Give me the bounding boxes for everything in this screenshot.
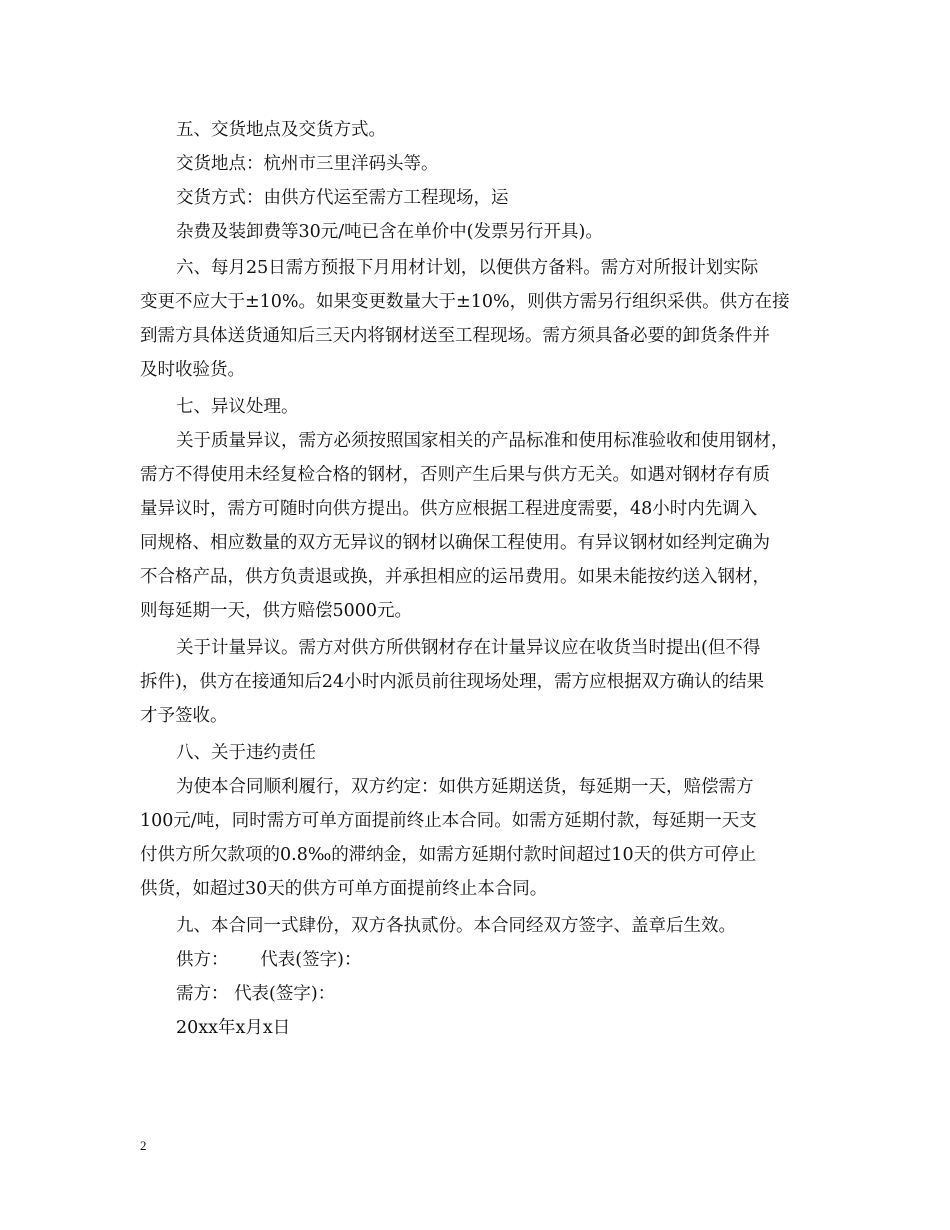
quality-objection-line-1: 关于质量异议，需方必须按照国家相关的产品标准和使用标准验收和使用钢材，	[176, 431, 789, 451]
quality-objection-line-2: 需方不得使用未经复检合格的钢材，否则产生后果与供方无关。如遇对钢材存有质	[140, 465, 770, 485]
breach-line-2: 100元/吨，同时需方可单方面提前终止本合同。如需方延期付款，每延期一天支	[140, 811, 757, 831]
section-6-line-2: 变更不应大于±10%。如果变更数量大于±10%，则供方需另行组织采供。供方在接	[140, 292, 790, 312]
delivery-method: 交货方式：由供方代运至需方工程现场，运	[176, 188, 509, 208]
contract-date: 20xx年x月x日	[176, 1018, 291, 1038]
supplier-signature: 供方： 代表(签字)：	[176, 950, 362, 970]
measurement-objection-line-2: 拆件)，供方在接通知后24小时内派员前往现场处理，需方应根据双方确认的结果	[140, 672, 765, 692]
section-8-heading: 八、关于违约责任	[176, 743, 316, 763]
section-9-text: 九、本合同一式肆份，双方各执贰份。本合同经双方签字、盖章后生效。	[176, 916, 736, 936]
page-number: 2	[140, 1138, 147, 1153]
quality-objection-line-5: 不合格产品，供方负责退或换，并承担相应的运吊费用。如果未能按约送入钢材，	[140, 567, 770, 587]
section-6-line-1: 六、每月25日需方预报下月用材计划，以便供方备料。需方对所报计划实际	[176, 258, 759, 278]
section-6-line-4: 及时收验货。	[140, 360, 245, 380]
quality-objection-line-6: 则每延期一天，供方赔偿5000元。	[140, 601, 413, 621]
section-6-line-3: 到需方具体送货通知后三天内将钢材送至工程现场。需方须具备必要的卸货条件并	[140, 326, 770, 346]
delivery-fees: 杂费及装卸费等30元/吨已含在单价中(发票另行开具)。	[176, 222, 603, 242]
section-7-heading: 七、异议处理。	[176, 397, 299, 417]
buyer-signature: 需方： 代表(签字)：	[176, 984, 336, 1004]
measurement-objection-line-1: 关于计量异议。需方对供方所供钢材存在计量异议应在收货当时提出(但不得	[176, 638, 761, 658]
breach-line-3: 付供方所欠款项的0.8‰的滞纳金，如需方延期付款时间超过10天的供方可停止	[140, 845, 757, 865]
delivery-location: 交货地点：杭州市三里洋码头等。	[176, 154, 439, 174]
quality-objection-line-4: 同规格、相应数量的双方无异议的钢材以确保工程使用。有异议钢材如经判定确为	[140, 533, 770, 553]
breach-line-4: 供货，如超过30天的供方可单方面提前终止本合同。	[140, 879, 548, 899]
measurement-objection-line-3: 才予签收。	[140, 706, 228, 726]
quality-objection-line-3: 量异议时，需方可随时向供方提出。供方应根据工程进度需要，48小时内先调入	[140, 499, 758, 519]
section-5-heading: 五、交货地点及交货方式。	[176, 120, 386, 140]
breach-line-1: 为使本合同顺利履行，双方约定：如供方延期送货，每延期一天，赔偿需方	[176, 777, 754, 797]
